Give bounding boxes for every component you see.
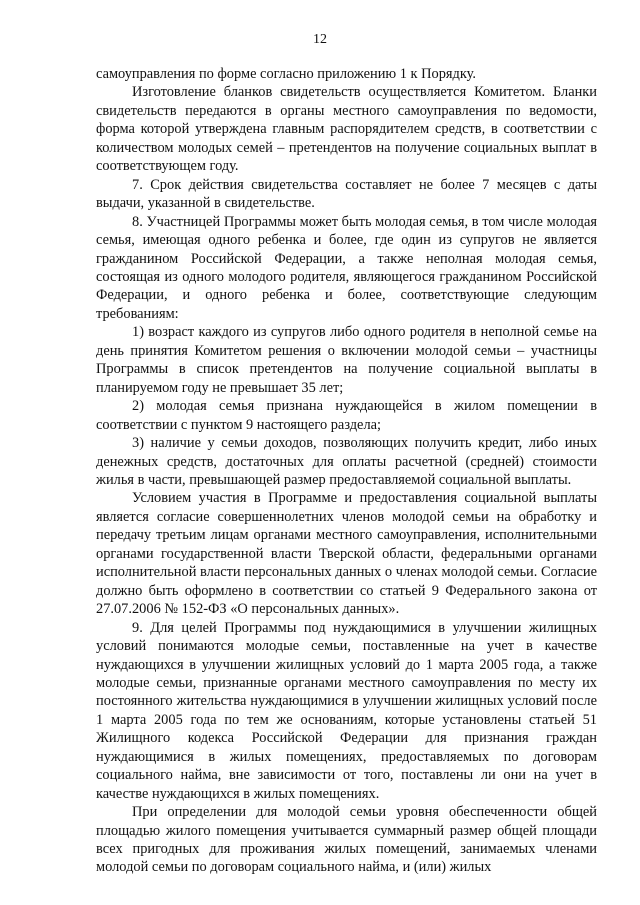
paragraph-item-8: 8. Участницей Программы может быть молодая семья, в том числе молодая семья, имеющая одного ребенка и более, где один из супругов не является гражданином Российской Федерации, а также неполная молодая семья, состоящая из одного молодого родителя, являющегося гражданином Российской Федерации, и одного ребенка и более, соответствующие следующим требованиям: bbox=[96, 213, 597, 322]
page-number: 12 bbox=[313, 32, 327, 47]
paragraph-requirement-2: 2) молодая семья признана нуждающейся в жилом помещении в соответствии с пунктом 9 настоящего раздела; bbox=[96, 398, 597, 433]
paragraph-housing-area: При определении для молодой семьи уровня обеспеченности общей площадью жилого помещения учитывается суммарный размер общей площади всех пригодных для проживания жилых помещений, занимаемых членами молодой семьи по договорам социального найма, и (или) жилых bbox=[96, 804, 597, 876]
paragraph-requirement-3: 3) наличие у семьи доходов, позволяющих получить кредит, либо иных денежных средств, достаточных для оплаты расчетной (средней) стоимости жилья в части, превышающей размер предоставляемой социальной выплаты. bbox=[96, 435, 597, 488]
paragraph-requirement-1: 1) возраст каждого из супругов либо одного родителя в неполной семье на день принятия Комитетом решения о включении молодой семьи – участницы Программы в список претендентов на получение социальной выплаты в планируемом году не превышает 35 лет; bbox=[96, 324, 597, 396]
paragraph-continuation: самоуправления по форме согласно приложению 1 к Порядку. bbox=[96, 66, 477, 82]
paragraph-consent-condition: Условием участия в Программе и предоставления социальной выплаты является согласие совершеннолетних членов молодой семьи на обработку и передачу третьим лицам органами местного самоуправления, исполнительными органами государственной власти Тверской области, федеральными органами исполнительной власти персональных данных о членах молодой семьи. Согласие должно быть оформлено в соответствии со статьей 9 Федерального закона от 27.07.2006 № 152-ФЗ «О персональных данных». bbox=[96, 490, 597, 618]
paragraph-item-7: 7. Срок действия свидетельства составляет не более 7 месяцев с даты выдачи, указанной в свидетельстве. bbox=[96, 176, 597, 212]
paragraph-item-9: 9. Для целей Программы под нуждающимися в улучшении жилищных условий понимаются молодые семьи, поставленные на учет в качестве нуждающихся в улучшении жилищных условий до 1 марта 2005 года, а также молодые семьи, признанные органами местного самоуправления по месту их постоянного жительства нуждающимися в улучшении жилищных условий после 1 марта 2005 года по тем же основаниям, которые установлены статьей 51 Жилищного кодекса Российской Федерации для признания граждан нуждающимися в жилых помещениях, предоставляемых по договорам социального найма, вне зависимости от того, поставлены ли они на учет в качестве нуждающихся в жилых помещениях. bbox=[96, 619, 597, 802]
document-body bbox=[96, 65, 597, 877]
paragraph-blank-forms: Изготовление бланков свидетельств осуществляется Комитетом. Бланки свидетельств передаются в органы местного самоуправления по ведомости, форма которой утверждена главным распорядителем средств, в соответствии с количеством молодых семей – претендентов на получение социальных выплат в соответствующем году. bbox=[96, 84, 597, 175]
